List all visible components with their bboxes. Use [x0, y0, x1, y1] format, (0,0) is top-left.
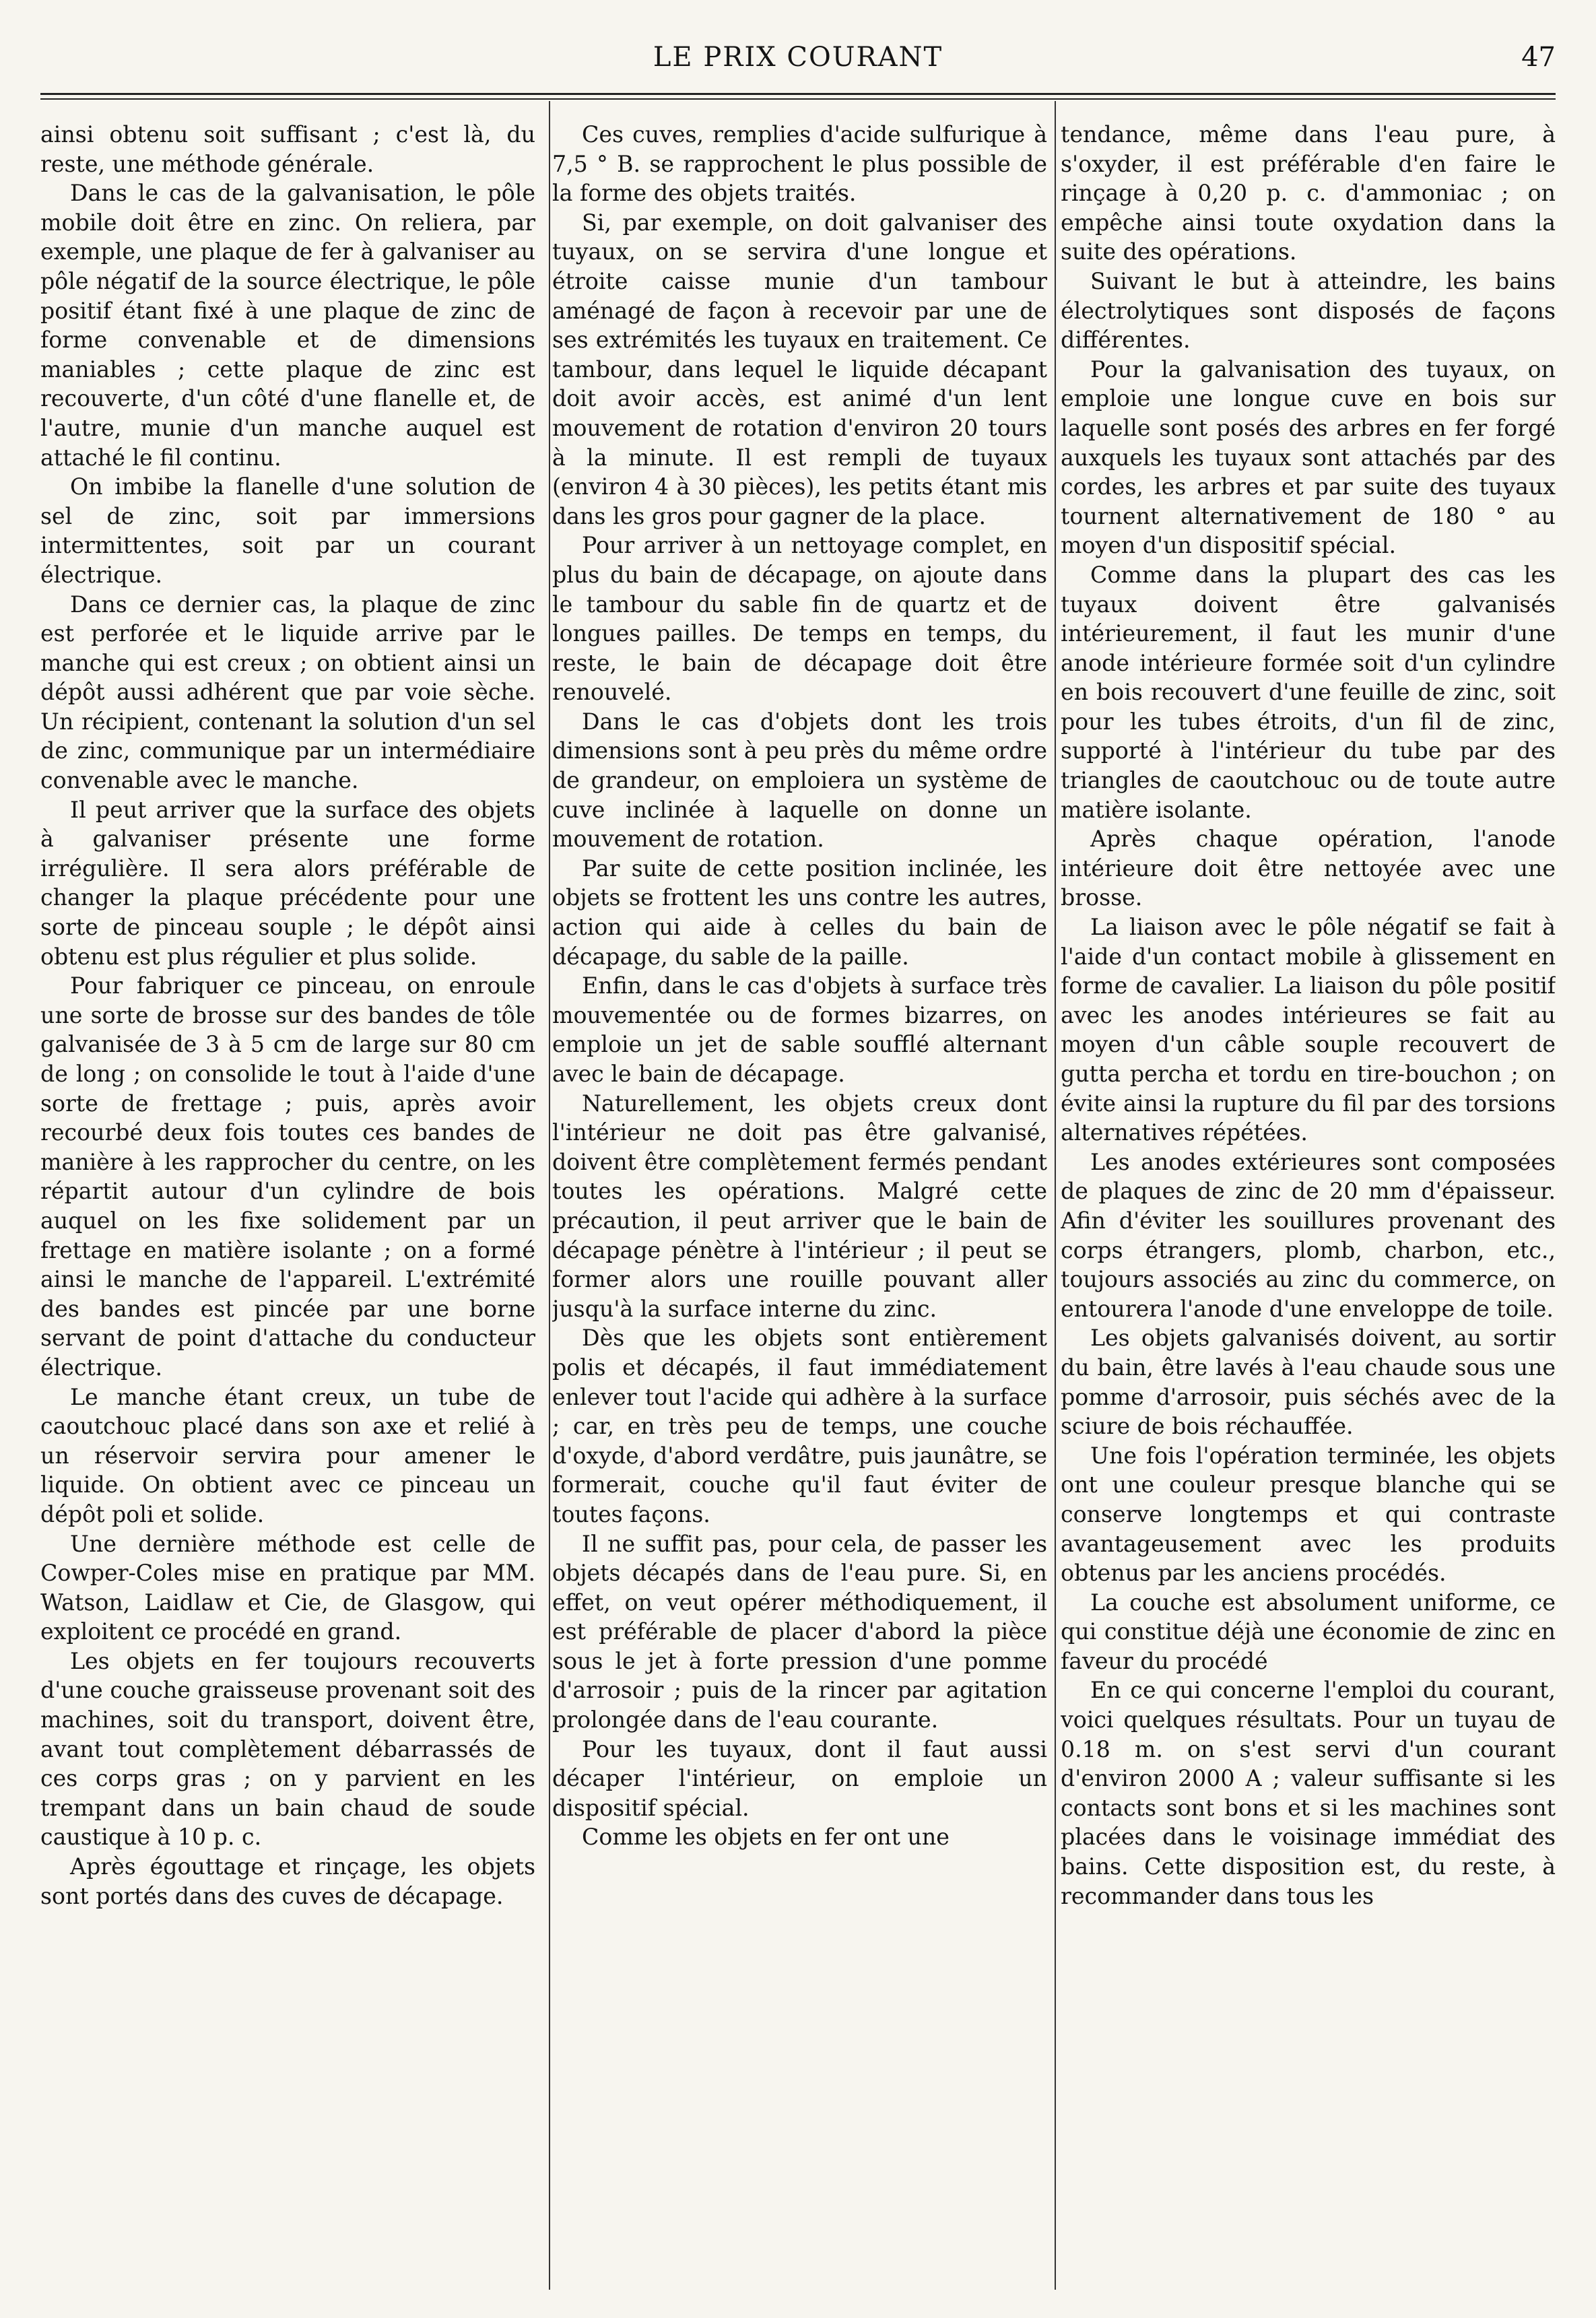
paragraph: Pour les tuyaux, dont il faut aussi décaper l'intérieur, on emploie un dispositif spécial. — [552, 1735, 1047, 1821]
paragraph: La liaison avec le pôle négatif se fait à l'aide d'un contact mobile à glissement en forme de cavalier. La liaison du pôle positif avec les anodes intérieures se fait au moyen d'un câble souple recouvert de gutta percha et tordu en tire-bouchon ; on évite ainsi la rupture du fil par des torsions alternatives répétées. — [1061, 914, 1556, 1146]
paragraph: tendance, même dans l'eau pure, à s'oxyder, il est préférable d'en faire le rinçage à 0,20 p. c. d'ammoniac ; on empêche ainsi toute oxydation dans la suite des opérations. — [1061, 121, 1556, 265]
paragraph: Après chaque opération, l'anode intérieure doit être nettoyée avec une brosse. — [1061, 826, 1556, 911]
paragraph: Dans ce dernier cas, la plaque de zinc est perforée et le liquide arrive par le manche qui est creux ; on obtient ainsi un dépôt aussi adhérent que par voie sèche. Un récipient, contenant la solution d'un sel de zinc, communique par un intermédiaire convenable avec le manche. — [40, 591, 535, 794]
text-column-3 — [1061, 120, 1556, 2288]
paragraph: Une dernière méthode est celle de Cowper-Coles mise en pratique par MM. Watson, Laidlaw et Cie, de Glasgow, qui exploitent ce procédé en grand. — [40, 1530, 535, 1645]
paragraph: Après égouttage et rinçage, les objets sont portés dans des cuves de décapage. — [40, 1853, 535, 1909]
paragraph: Une fois l'opération terminée, les objets ont une couleur presque blanche qui se conserve longtemps et qui contraste avantageusement avec les produits obtenus par les anciens procédés. — [1061, 1442, 1556, 1587]
paragraph: Enfin, dans le cas d'objets à surface très mouvementée ou de formes bizarres, on emploie un jet de sable soufflé alternant avec le bain de décapage. — [552, 972, 1047, 1087]
paragraph: Comme les objets en fer ont une — [582, 1824, 950, 1851]
paragraph: La couche est absolument uniforme, ce qui constitue déjà une économie de zinc en faveur du procédé — [1061, 1589, 1556, 1674]
article-body — [40, 120, 1556, 2288]
header-rule — [40, 93, 1556, 95]
paragraph: Comme dans la plupart des cas les tuyaux doivent être galvanisés intérieurement, il faut les munir d'une anode intérieure formée soit d'un cylindre en bois recouvert d'une feuille de zinc, soit pour les tubes étroits, d'un fil de zinc, supporté à l'intérieur du tube par des triangles de caoutchouc ou de toute autre matière isolante. — [1061, 561, 1556, 823]
paragraph: Pour la galvanisation des tuyaux, on emploie une longue cuve en bois sur laquelle sont posés des arbres en fer forgé auxquels les tuyaux sont attachés par des cordes, les arbres et par suite des tuyaux tournent alternativement de 180 ° au moyen d'un dispositif spécial. — [1061, 356, 1556, 559]
text-column-2 — [552, 120, 1047, 2288]
paragraph: Dans le cas de la galvanisation, le pôle mobile doit être en zinc. On reliera, par exemple, une plaque de fer à galvaniser au pôle négatif de la source électrique, le pôle positif étant fixé à une plaque de zinc de forme convenable et de dimensions maniables ; cette plaque de zinc est recouverte, d'un côté d'une flanelle et, de l'autre, munie d'un manche auquel est attaché le fil continu. — [40, 180, 535, 471]
paragraph: Dans le cas d'objets dont les trois dimensions sont à peu près du même ordre de grandeur, on emploiera un système de cuve inclinée à laquelle on donne un mouvement de rotation. — [552, 708, 1047, 853]
page-header — [40, 42, 1556, 89]
text-column-1 — [40, 120, 535, 2288]
journal-title: LE PRIX COURANT — [653, 42, 943, 73]
paragraph: Dès que les objets sont entièrement polis et décapés, il faut immédiatement enlever tout l'acide qui adhère à la surface ; car, en très peu de temps, une couche d'oxyde, d'abord verdâtre, puis jaunâtre, se formerait, couche qu'il faut éviter de toutes façons. — [552, 1325, 1047, 1527]
paragraph: Pour arriver à un nettoyage complet, en plus du bain de décapage, on ajoute dans le tambour du sable fin de quartz et de longues pailles. De temps en temps, du reste, le bain de décapage doit être renouvelé. — [552, 532, 1047, 706]
header-rule-secondary — [40, 98, 1556, 100]
paragraph: Les objets en fer toujours recouverts d'une couche graisseuse provenant soit des machines, soit du transport, doivent être, avant tout complètement débarrassés de ces corps gras ; on y parvient en les trempant dans un bain chaud de soude caustique à 10 p. c. — [40, 1647, 535, 1851]
paragraph: Par suite de cette position inclinée, les objets se frottent les uns contre les autres, action qui aide à celles du bain de décapage, du sable de la paille. — [552, 855, 1047, 970]
paragraph: On imbibe la flanelle d'une solution de sel de zinc, soit par immersions intermittentes, soit par un courant électrique. — [40, 473, 535, 588]
paragraph: Les anodes extérieures sont composées de plaques de zinc de 20 mm d'épaisseur. Afin d'éviter les souillures provenant des corps étrangers, plomb, charbon, etc., toujours associés au zinc du commerce, on entourera l'anode d'une enveloppe de toile. — [1061, 1148, 1556, 1322]
paragraph: Il peut arriver que la surface des objets à galvaniser présente une forme irrégulière. Il sera alors préférable de changer la plaque précédente pour une sorte de pinceau souple ; le dépôt ainsi obtenu est plus régulier et plus solide. — [40, 796, 535, 970]
paragraph: Naturellement, les objets creux dont l'intérieur ne doit pas être galvanisé, doivent être complètement fermés pendant toutes les opérations. Malgré cette précaution, il peut arriver que le bain de décapage pénètre à l'intérieur ; il peut se former alors une rouille pouvant aller jusqu'à la surface interne du zinc. — [552, 1090, 1047, 1322]
page-number: 47 — [1521, 42, 1556, 73]
paragraph: Pour fabriquer ce pinceau, on enroule une sorte de brosse sur des bandes de tôle galvanisée de 3 à 5 cm de large sur 80 cm de long ; on consolide le tout à l'aide d'une sorte de frettage ; puis, après avoir recourbé deux fois toutes ces bandes de manière à les rapprocher du centre, on les répartit autour d'un cylindre de bois auquel on les fixe solidement par un frettage en matière isolante ; on a formé ainsi le manche de l'appareil. L'extrémité des bandes est pincée par une borne servant de point d'attache du conducteur électrique. — [40, 972, 535, 1381]
paragraph: Les objets galvanisés doivent, au sortir du bain, être lavés à l'eau chaude sous une pomme d'arrosoir, puis séchés avec de la sciure de bois réchauffée. — [1061, 1325, 1556, 1440]
paragraph: Si, par exemple, on doit galvaniser des tuyaux, on se servira d'une longue et étroite caisse munie d'un tambour aménagé de façon à recevoir par une de ses extrémités les tuyaux en traitement. Ce tambour, dans lequel le liquide décapant doit avoir accès, est animé d'un lent mouvement de rotation d'environ 20 tours à la minute. Il est rempli de tuyaux (environ 4 à 30 pièces), les petits étant mis dans les gros pour gagner de la place. — [552, 209, 1047, 529]
paragraph: ainsi obtenu soit suffisant ; c'est là, du reste, une méthode générale. — [40, 121, 535, 177]
paragraph: Ces cuves, remplies d'acide sulfurique à 7,5 ° B. se rapprochent le plus possible de la forme des objets traités. — [552, 121, 1047, 207]
paragraph: Le manche étant creux, un tube de caoutchouc placé dans son axe et relié à un réservoir servira pour amener le liquide. On obtient avec ce pinceau un dépôt poli et solide. — [40, 1383, 535, 1527]
paragraph: Suivant le but à atteindre, les bains électrolytiques sont disposés de façons différentes. — [1061, 267, 1556, 354]
paragraph: En ce qui concerne l'emploi du courant, voici quelques résultats. Pour un tuyau de 0.18 m. on s'est servi d'un courant d'environ 2000 A ; valeur suffisante si les contacts sont bons et si les machines sont placées dans le voisinage immédiat des bains. Cette disposition est, du reste, à recommander dans tous les — [1061, 1677, 1556, 1909]
paragraph: Il ne suffit pas, pour cela, de passer les objets décapés dans de l'eau pure. Si, en effet, on veut opérer méthodiquement, il est préférable de placer d'abord la pièce sous le jet à forte pression d'une pomme d'arrosoir ; puis de la rincer par agitation prolongée dans de l'eau courante. — [552, 1530, 1047, 1733]
